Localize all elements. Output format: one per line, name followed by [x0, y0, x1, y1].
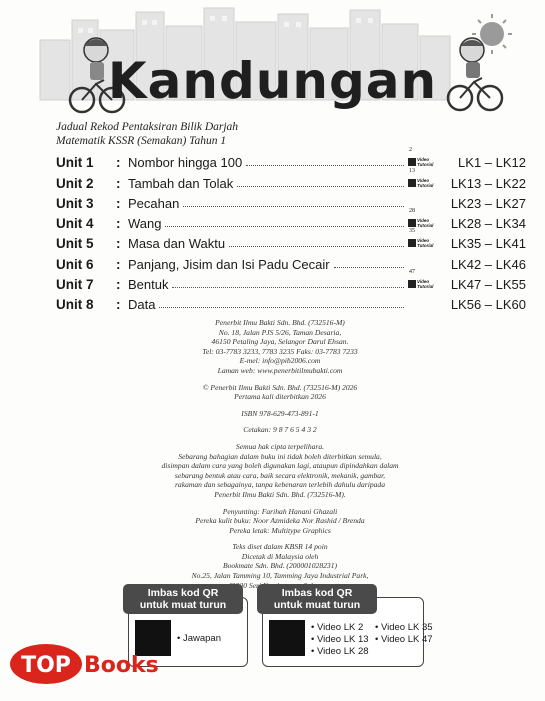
publisher-line: © Penerbit Ilmu Bakti Sdn. Bhd. (732516-M) 2026 — [202, 382, 358, 392]
qr-item: • Video LK 28 — [311, 646, 369, 657]
dot-leader — [183, 206, 404, 207]
toc-row[interactable]: Unit 1 : Nombor hingga 100 2 Video Tutorial LK1 – LK12 — [56, 147, 526, 171]
toc-title: Nombor hingga 100 — [128, 155, 243, 171]
toc-unit: Unit 3 — [56, 195, 94, 211]
dot-leader — [172, 287, 404, 288]
toc-unit: Unit 5 — [56, 236, 94, 252]
publisher-line: Seri — [248, 580, 262, 590]
video-page-number: 2 — [409, 147, 412, 154]
toc-pages: LK42 – LK46 — [450, 256, 526, 272]
toc-unit: Unit 4 — [56, 216, 94, 232]
publisher-line: Pereka kulit buku: Noor Azmideka Nor Rashid / Brenda — [195, 516, 365, 526]
toc-title: Wang — [128, 216, 162, 232]
video-label: Video Tutorial — [417, 218, 434, 229]
video-page-number: 47 — [409, 269, 415, 276]
publisher-line: Pertama kali diterbitkan 2026 — [234, 392, 326, 402]
toc-pages: LK47 – LK55 — [450, 277, 526, 293]
publisher-info — [60, 318, 500, 590]
toc-title: Masa dan Waktu — [128, 236, 226, 252]
toc-pages: LK56 – LK60 — [450, 297, 526, 313]
video-label: Video Tutorial — [417, 157, 434, 168]
publisher-line: Tel: 03-7783 3233, 7783 3235 Faks: 03-7783 7233 — [202, 346, 358, 356]
dot-leader — [246, 165, 404, 166]
publisher-line: Teks diset dalam KBSR 14 poin — [232, 542, 328, 552]
toc-unit: Unit 2 — [56, 175, 94, 191]
video-tutorial-icon[interactable] — [408, 167, 434, 190]
qr-item: • Jawapan — [177, 633, 221, 644]
page-title: Kandungan — [107, 52, 438, 110]
toc-title: Data — [128, 297, 156, 313]
publisher-line: rakaman dan sebagainya, tanpa kebenaran terlebih dahulu daripada — [174, 480, 386, 490]
qr-panel-videos — [262, 587, 433, 667]
toc-row[interactable]: Unit 2 : Tambah dan Tolak 13 Video Tutorial LK13 – LK22 — [56, 167, 526, 191]
video-label: Video Tutorial — [417, 238, 434, 249]
publisher-line: Dicetak di Malaysia oleh — [241, 551, 319, 561]
video-page-number: 13 — [409, 167, 415, 174]
subtitle-line: Matematik KSSR (Semakan) Tahun 1 — [56, 135, 227, 147]
toc-unit: Unit 8 — [56, 297, 94, 313]
toc-unit: Unit 1 — [56, 155, 94, 171]
dot-leader — [334, 267, 404, 268]
toc-pages: LK35 – LK41 — [450, 236, 526, 252]
toc-row[interactable]: Unit 5 : Masa dan Waktu 35 Video Tutorial LK35 – LK41 — [56, 228, 526, 252]
dot-leader — [237, 186, 404, 187]
dot-leader — [159, 307, 404, 308]
publisher-line: disimpan dalam cara yang boleh digunakan lagi, ataupun dipindahkan dalam — [161, 461, 399, 471]
qr-panel-heading: Imbas kod QR untuk muat turun — [257, 584, 377, 614]
publisher-line: No.25, Jalan Tamming 10, Tamming Jaya Industrial Park, — [191, 571, 369, 581]
toc-title: Panjang, Jisim dan Isi Padu Cecair — [128, 256, 330, 272]
video-page-number: 28 — [409, 208, 415, 215]
publisher-line: 46150 Petaling Jaya, Selangor Darul Ehsan. — [211, 337, 349, 347]
publisher-line: Sebarang bahagian dalam buku ini tidak boleh diterbitkan semula, — [178, 451, 382, 461]
publisher-line: ISBN 978-629-473-891-1 — [241, 408, 319, 418]
video-tutorial-icon[interactable] — [408, 228, 434, 250]
qr-item: • Video LK 35 — [375, 622, 433, 633]
qr-panel-heading: Imbas kod QR untuk muat turun — [123, 584, 243, 614]
toc-row[interactable]: Unit 7 : Bentuk 47 Video Tutorial LK47 – LK55 — [56, 269, 526, 293]
logo-text-books: Books — [84, 653, 159, 678]
publisher-line: Bookmate Sdn. Bhd. (200001028231) — [222, 561, 338, 571]
toc-title: Pecahan — [128, 195, 180, 211]
publisher-line: No. 18, Jalan PJS 5/26, Taman Desaria, — [218, 327, 342, 337]
dot-leader — [229, 246, 404, 247]
toc-title: Bentuk — [128, 277, 169, 293]
video-tutorial-icon[interactable] — [408, 269, 434, 291]
toc-row[interactable]: Unit 3 : Pecahan LK23 – LK27 — [56, 195, 526, 211]
publisher-line: sebarang bentuk atau cara, baik secara elektronik, mekanik, gambar, — [174, 470, 386, 480]
publisher-line: Cetakan: 9 8 7 6 5 4 3 2 — [243, 425, 317, 435]
publisher-line: Semua hak cipta terpelihara. — [235, 441, 325, 451]
subtitle-line: Jadual Rekod Pentaksiran Bilik Darjah — [56, 121, 239, 133]
video-page-number: 35 — [409, 228, 415, 235]
video-label: Video Tutorial — [417, 177, 434, 188]
publisher-line: Penerbit Ilmu Bakti Sdn. Bhd. (732516-M). — [214, 489, 346, 499]
toc-unit: Unit 7 — [56, 277, 94, 293]
publisher-line: E-mel: info@pib2006.com — [239, 356, 321, 366]
topbooks-logo — [6, 636, 186, 701]
video-label: Video Tutorial — [417, 279, 434, 290]
table-of-contents — [56, 147, 526, 313]
toc-pages: LK13 – LK22 — [450, 175, 526, 191]
toc-title: Tambah dan Tolak — [128, 175, 234, 191]
publisher-line: Pereka letak: Multitype Graphics — [229, 525, 331, 535]
logo-text-top: TOP — [21, 653, 71, 678]
publisher-line: Penerbit Ilmu Bakti Sdn. Bhd. (732516-M) — [215, 318, 345, 327]
page-subtitle — [56, 120, 238, 148]
qr-item: • Video LK 2 — [311, 622, 364, 633]
toc-row[interactable]: Unit 6 : Panjang, Jisim dan Isi Padu Cecair LK42 – LK46 — [56, 256, 526, 272]
toc-pages: LK23 – LK27 — [450, 195, 526, 211]
publisher-line: Laman web: www.penerbitilmubakti.com — [217, 365, 343, 375]
qr-code[interactable] — [269, 620, 305, 656]
toc-unit: Unit 6 — [56, 256, 94, 272]
dot-leader — [165, 226, 404, 227]
toc-pages: LK28 – LK34 — [450, 216, 526, 232]
toc-pages: LK1 – LK12 — [458, 155, 526, 171]
publisher-line: Penyunting: Farihah Hanani Ghazali — [222, 506, 338, 516]
qr-item: • Video LK 47 — [375, 634, 433, 645]
toc-row[interactable]: Unit 8 : Data LK56 – LK60 — [56, 297, 526, 313]
qr-item: • Video LK 13 — [311, 634, 369, 645]
toc-row[interactable]: Unit 4 : Wang 28 Video Tutorial LK28 – LK34 — [56, 208, 526, 232]
